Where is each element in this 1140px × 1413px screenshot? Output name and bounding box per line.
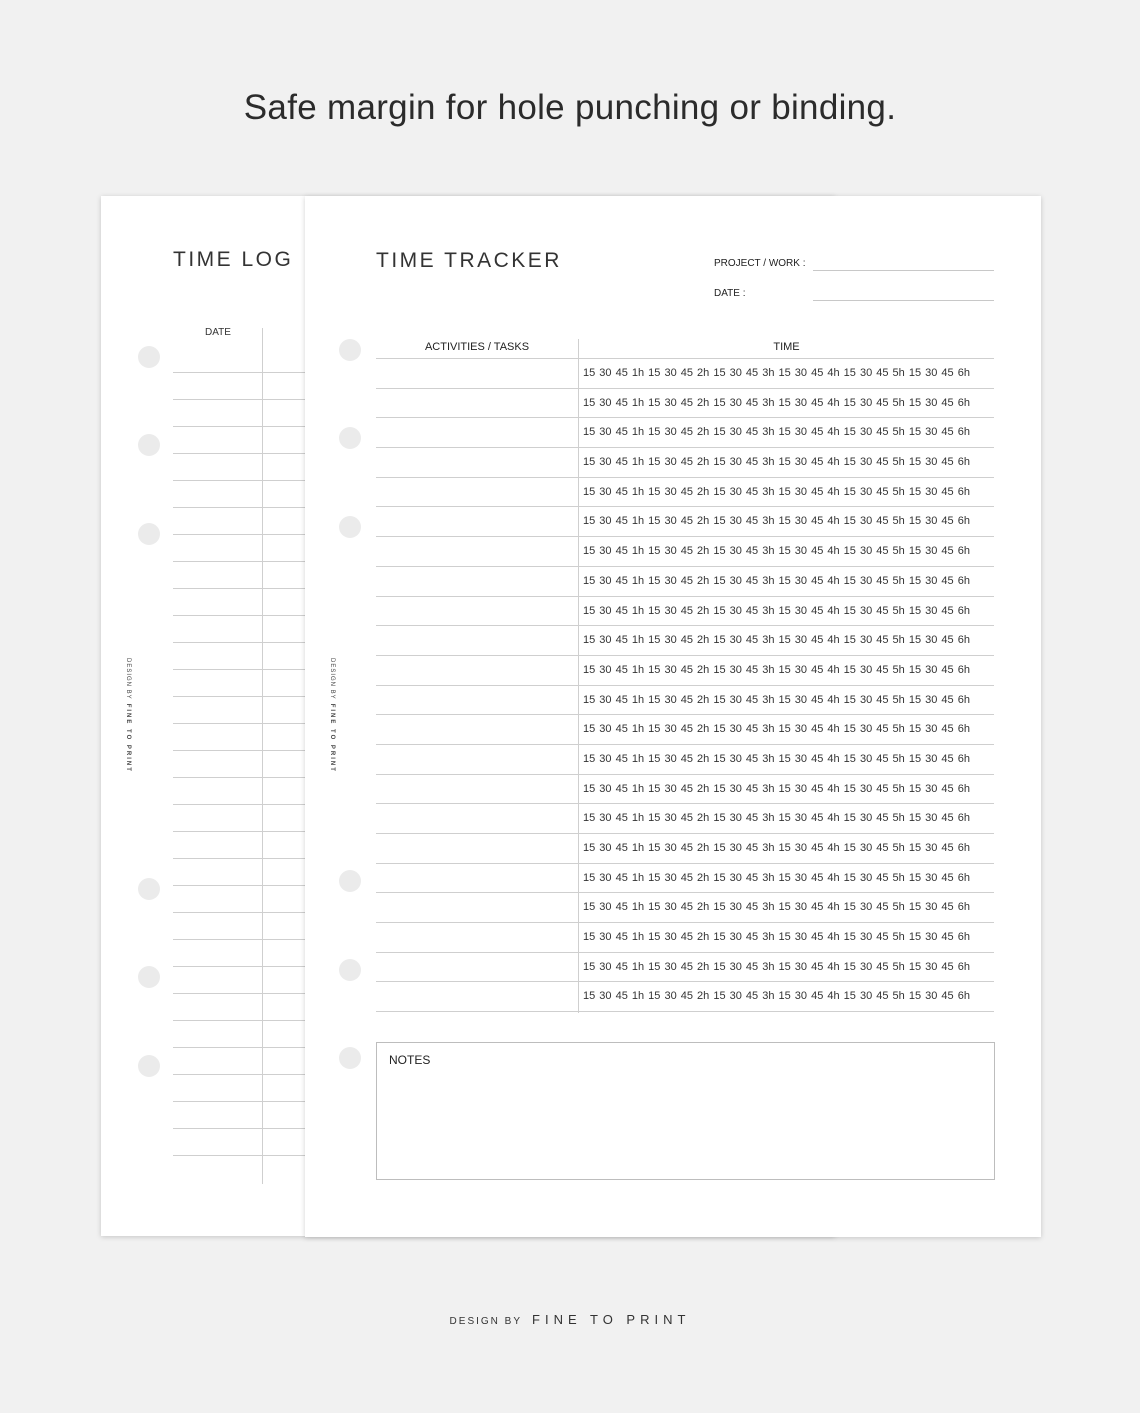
time-scale[interactable]: 15 30 45 1h 15 30 45 2h 15 30 45 3h 15 30 45 4h 15 30 45 5h 15 30 45 6h — [583, 515, 970, 528]
table-row — [376, 834, 994, 864]
time-tracker-table — [376, 359, 994, 1012]
task-cell[interactable] — [376, 448, 578, 477]
punch-hole — [339, 339, 361, 361]
credit-brand: FINE TO PRINT — [329, 703, 335, 773]
punch-hole — [138, 878, 160, 900]
time-scale[interactable]: 15 30 45 1h 15 30 45 2h 15 30 45 3h 15 30 45 4h 15 30 45 5h 15 30 45 6h — [583, 990, 970, 1003]
task-cell[interactable] — [376, 923, 578, 952]
task-cell[interactable] — [376, 507, 578, 536]
time-scale[interactable]: 15 30 45 1h 15 30 45 2h 15 30 45 3h 15 30 45 4h 15 30 45 5h 15 30 45 6h — [583, 842, 970, 854]
table-row — [376, 389, 994, 419]
date-field-line[interactable] — [813, 300, 994, 301]
task-cell[interactable] — [376, 745, 578, 774]
task-cell[interactable] — [376, 418, 578, 447]
task-cell[interactable] — [376, 834, 578, 863]
time-scale[interactable]: 15 30 45 1h 15 30 45 2h 15 30 45 3h 15 30 45 4h 15 30 45 5h 15 30 45 6h — [583, 634, 970, 647]
footer-brand: FINE TO PRINT — [532, 1312, 691, 1327]
table-row — [376, 656, 994, 686]
table-row — [376, 804, 994, 834]
time-scale[interactable]: 15 30 45 1h 15 30 45 2h 15 30 45 3h 15 30 45 4h 15 30 45 5h 15 30 45 6h — [583, 871, 970, 884]
credit-brand: FINE TO PRINT — [125, 703, 131, 773]
punch-hole — [138, 523, 160, 545]
table-row — [376, 864, 994, 894]
task-cell[interactable] — [376, 537, 578, 566]
time-scale[interactable]: 15 30 45 1h 15 30 45 2h 15 30 45 3h 15 30 45 4h 15 30 45 5h 15 30 45 6h — [583, 752, 970, 765]
time-scale[interactable]: 15 30 45 1h 15 30 45 2h 15 30 45 3h 15 30 45 4h 15 30 45 5h 15 30 45 6h — [583, 574, 970, 587]
time-tracker-title: TIME TRACKER — [376, 249, 562, 272]
table-row — [376, 567, 994, 597]
vertical-credit — [125, 658, 131, 773]
task-cell[interactable] — [376, 893, 578, 922]
project-field-line[interactable] — [813, 270, 994, 271]
table-row — [376, 893, 994, 923]
time-scale[interactable]: 15 30 45 1h 15 30 45 2h 15 30 45 3h 15 30 45 4h 15 30 45 5h 15 30 45 6h — [583, 545, 970, 558]
date-label: DATE : — [714, 288, 746, 299]
task-cell[interactable] — [376, 775, 578, 804]
notes-box[interactable] — [376, 1042, 995, 1180]
time-header: TIME — [773, 341, 800, 353]
table-row — [376, 507, 994, 537]
time-scale[interactable]: 15 30 45 1h 15 30 45 2h 15 30 45 3h 15 30 45 4h 15 30 45 5h 15 30 45 6h — [583, 456, 970, 469]
table-row — [376, 686, 994, 716]
time-scale[interactable]: 15 30 45 1h 15 30 45 2h 15 30 45 3h 15 30 45 4h 15 30 45 5h 15 30 45 6h — [583, 367, 970, 379]
activities-header: ACTIVITIES / TASKS — [424, 341, 530, 353]
task-cell[interactable] — [376, 597, 578, 626]
punch-hole — [339, 427, 361, 449]
table-row — [376, 478, 994, 508]
time-scale[interactable]: 15 30 45 1h 15 30 45 2h 15 30 45 3h 15 30 45 4h 15 30 45 5h 15 30 45 6h — [583, 663, 970, 676]
vertical-credit — [329, 658, 335, 773]
punch-hole — [138, 346, 160, 368]
task-cell[interactable] — [376, 864, 578, 893]
task-cell[interactable] — [376, 626, 578, 655]
credit-pre: DESIGN BY — [125, 658, 131, 700]
table-row — [376, 359, 994, 389]
time-scale[interactable]: 15 30 45 1h 15 30 45 2h 15 30 45 3h 15 30 45 4h 15 30 45 5h 15 30 45 6h — [583, 901, 970, 914]
table-row — [376, 626, 994, 656]
time-scale[interactable]: 15 30 45 1h 15 30 45 2h 15 30 45 3h 15 30 45 4h 15 30 45 5h 15 30 45 6h — [583, 426, 970, 439]
time-scale[interactable]: 15 30 45 1h 15 30 45 2h 15 30 45 3h 15 30 45 4h 15 30 45 5h 15 30 45 6h — [583, 782, 970, 795]
time-tracker-sheet — [305, 196, 1041, 1237]
task-cell[interactable] — [376, 715, 578, 744]
table-row — [376, 745, 994, 775]
punch-hole — [138, 1055, 160, 1077]
punch-hole — [339, 1047, 361, 1069]
time-log-title: TIME LOG — [173, 248, 294, 271]
table-row — [376, 923, 994, 953]
punch-hole — [138, 434, 160, 456]
notes-label: NOTES — [389, 1053, 431, 1067]
table-row — [376, 715, 994, 745]
task-cell[interactable] — [376, 478, 578, 507]
time-scale[interactable]: 15 30 45 1h 15 30 45 2h 15 30 45 3h 15 30 45 4h 15 30 45 5h 15 30 45 6h — [583, 812, 970, 825]
footer-pre: DESIGN BY — [449, 1316, 523, 1327]
punch-hole — [339, 959, 361, 981]
footer-credit — [0, 1311, 1140, 1329]
time-scale[interactable]: 15 30 45 1h 15 30 45 2h 15 30 45 3h 15 30 45 4h 15 30 45 5h 15 30 45 6h — [583, 693, 970, 706]
date-column-header: DATE — [205, 327, 231, 338]
punch-hole — [339, 870, 361, 892]
punch-hole — [339, 516, 361, 538]
task-cell[interactable] — [376, 567, 578, 596]
table-row — [376, 775, 994, 805]
time-scale[interactable]: 15 30 45 1h 15 30 45 2h 15 30 45 3h 15 30 45 4h 15 30 45 5h 15 30 45 6h — [583, 485, 970, 498]
table-row — [376, 953, 994, 983]
task-cell[interactable] — [376, 982, 578, 1011]
time-scale[interactable]: 15 30 45 1h 15 30 45 2h 15 30 45 3h 15 30 45 4h 15 30 45 5h 15 30 45 6h — [583, 931, 970, 944]
punch-hole — [138, 966, 160, 988]
table-row — [376, 982, 994, 1012]
task-cell[interactable] — [376, 953, 578, 982]
table-row — [376, 418, 994, 448]
time-scale[interactable]: 15 30 45 1h 15 30 45 2h 15 30 45 3h 15 30 45 4h 15 30 45 5h 15 30 45 6h — [583, 396, 970, 409]
task-cell[interactable] — [376, 359, 578, 388]
table-row — [376, 597, 994, 627]
task-cell[interactable] — [376, 656, 578, 685]
time-scale[interactable]: 15 30 45 1h 15 30 45 2h 15 30 45 3h 15 30 45 4h 15 30 45 5h 15 30 45 6h — [583, 723, 970, 736]
task-cell[interactable] — [376, 389, 578, 418]
project-label: PROJECT / WORK : — [714, 258, 806, 269]
headline: Safe margin for hole punching or binding. — [243, 88, 897, 127]
credit-pre: DESIGN BY — [329, 658, 335, 700]
table-row — [376, 537, 994, 567]
task-cell[interactable] — [376, 686, 578, 715]
time-scale[interactable]: 15 30 45 1h 15 30 45 2h 15 30 45 3h 15 30 45 4h 15 30 45 5h 15 30 45 6h — [583, 604, 970, 617]
table-row — [376, 448, 994, 478]
task-cell[interactable] — [376, 804, 578, 833]
time-scale[interactable]: 15 30 45 1h 15 30 45 2h 15 30 45 3h 15 30 45 4h 15 30 45 5h 15 30 45 6h — [583, 960, 970, 973]
